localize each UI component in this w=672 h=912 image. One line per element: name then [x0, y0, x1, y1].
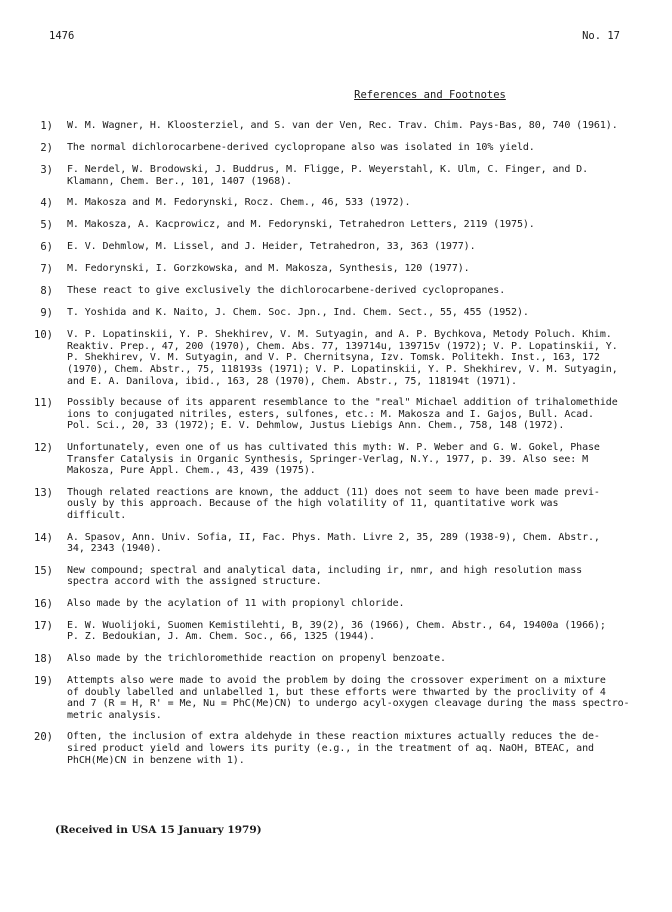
reference-item — [30, 532, 642, 555]
reference-text: A. Spasov, Ann. Univ. Sofia, II, Fac. Phys. Math. Livre 2, 35, 289 (1938-9), Chem. Abstr., 34, 2343 (1940). — [67, 531, 600, 555]
reference-number: 11) — [34, 397, 53, 410]
reference-number: 20) — [34, 731, 53, 744]
received-date: (Received in USA 15 January 1979) — [55, 824, 262, 836]
reference-number: 16) — [34, 597, 53, 610]
reference-number: 6) — [40, 241, 53, 254]
reference-text: Also made by the trichloromethide reaction on propenyl benzoate. — [67, 653, 446, 665]
reference-item — [30, 219, 642, 231]
reference-number: 7) — [40, 263, 53, 276]
reference-text: E. W. Wuolijoki, Suomen Kemistilehti, B, 39(2), 36 (1966), Chem. Abstr., 64, 19400a (1966); P. Z. Bedoukian, J. Am. Chem. Soc., 66, 1325 (1944). — [67, 619, 606, 643]
reference-text: M. Fedorynski, I. Gorzkowska, and M. Makosza, Synthesis, 120 (1977). — [67, 263, 470, 275]
reference-number: 17) — [34, 619, 53, 632]
reference-number: 18) — [34, 653, 53, 666]
reference-item — [30, 263, 642, 275]
reference-number: 14) — [34, 531, 53, 544]
reference-item — [30, 653, 642, 665]
reference-number: 13) — [34, 486, 53, 499]
reference-text: New compound; spectral and analytical data, including ir, nmr, and high resolution mass spectra accord with the assigned structure. — [67, 564, 583, 588]
reference-number: 9) — [40, 307, 53, 320]
reference-item — [30, 285, 642, 297]
reference-number: 15) — [34, 564, 53, 577]
reference-number: 5) — [40, 219, 53, 232]
reference-text: Unfortunately, even one of us has cultivated this myth: W. P. Weber and G. W. Gokel, Phase Transfer Catalysis in Organic Synthesis, Springer-Verlag, N.Y., 1977, p. 39. Also see: M Makosza, Pure Appl. Chem., 43, 439 (1975). — [67, 441, 600, 477]
reference-number: 2) — [40, 142, 53, 154]
reference-text: Often, the inclusion of extra aldehyde in these reaction mixtures actually reduces the de- sired product yield and lowers its purity (e.g., in the treatment of aq. NaOH, BTEAC, and PhCH(Me)CN in benzene with 1). — [67, 731, 600, 766]
reference-text: Though related reactions are known, the adduct (11) does not seem to have been made previ- ously by this approach. Because of the high volatility of 11, quantitative work was difficult. — [67, 486, 600, 521]
reference-text: M. Makosza, A. Kacprowicz, and M. Fedorynski, Tetrahedron Letters, 2119 (1975). — [67, 219, 535, 231]
reference-item — [30, 565, 642, 588]
reference-text: Also made by the acylation of 11 with propionyl chloride. — [67, 597, 405, 609]
reference-text: The normal dichlorocarbene-derived cyclopropane also was isolated in 10% yield. — [67, 142, 535, 153]
reference-item — [30, 197, 642, 209]
reference-item — [30, 241, 642, 253]
reference-item — [30, 164, 642, 187]
reference-list — [30, 120, 642, 776]
reference-text: V. P. Lopatinskii, Y. P. Shekhirev, V. M. Sutyagin, and A. P. Bychkova, Metody Poluch. Khim. Reaktiv. Prep., 47, 200 (1970), Chem. Abs. 77, 139714u, 139715v (1972); V. P. Lopatinskii, Y. P. Shekhirev, V. M. Sutyagin, and V. P. Chernitsyna, Izv. Tomsk. Politekh. Inst., 163, 172 (1970), Chem. Abstr., 75, 118193s (1971); V. P. Lopatinskii, Y. P. Shekhirev, V. M. Sutyagin, and E. A. Danilova, ibid., 163, 28 (1970), Chem. Abstr., 75, 118194t (1971). — [67, 329, 618, 387]
reference-number: 3) — [40, 164, 53, 176]
reference-text: M. Makosza and M. Fedorynski, Rocz. Chem., 46, 533 (1972). — [67, 197, 411, 209]
reference-item — [30, 675, 642, 721]
issue-number: No. 17 — [582, 30, 620, 42]
section-heading-text: References and Footnotes — [354, 89, 506, 101]
reference-item — [30, 620, 642, 643]
reference-text: Attempts also were made to avoid the problem by doing the crossover experiment on a mixture of doubly labelled and unlabelled 1, but these efforts were thwarted by the proclivity of 4 and 7 (R = H, R' = Me, Nu = PhC(Me)CN) to undergo acyl-oxygen cleavage during the mass spectro- metric analysis. — [67, 675, 630, 721]
reference-item — [30, 731, 642, 766]
reference-item — [30, 120, 642, 132]
reference-number: 19) — [34, 675, 53, 688]
reference-text: F. Nerdel, W. Brodowski, J. Buddrus, M. Fligge, P. Weyerstahl, K. Ulm, C. Finger, and D. Klamann, Chem. Ber., 101, 1407 (1968). — [67, 164, 589, 187]
reference-item — [30, 307, 642, 319]
reference-number: 10) — [34, 329, 53, 342]
reference-text: Possibly because of its apparent resemblance to the "real" Michael addition of trihalomethide ions to conjugated nitriles, esters, sulfones, etc.: M. Makosza and I. Gajos, Bull. Acad. Pol. Sci., 20, 33 (1972); E. V. Dehmlow, Justus Liebigs Ann. Chem., 758, 148 (1972). — [67, 397, 618, 432]
reference-item — [30, 442, 642, 477]
reference-item — [30, 329, 642, 387]
reference-text: E. V. Dehmlow, M. Lissel, and J. Heider, Tetrahedron, 33, 363 (1977). — [67, 241, 476, 253]
reference-text: These react to give exclusively the dichlorocarbene-derived cyclopropanes. — [67, 285, 506, 297]
section-heading — [0, 89, 672, 101]
page-number: 1476 — [49, 30, 75, 42]
reference-number: 12) — [34, 441, 53, 454]
reference-text: T. Yoshida and K. Naito, J. Chem. Soc. Jpn., Ind. Chem. Sect., 55, 455 (1952). — [67, 307, 529, 319]
reference-item — [30, 487, 642, 522]
reference-item — [30, 598, 642, 610]
reference-item — [30, 397, 642, 432]
reference-item — [30, 142, 642, 154]
reference-text: W. M. Wagner, H. Kloosterziel, and S. van der Ven, Rec. Trav. Chim. Pays-Bas, 80, 740 (1961). — [67, 120, 618, 131]
reference-number: 8) — [40, 285, 53, 298]
reference-number: 4) — [40, 197, 53, 210]
reference-number: 1) — [40, 120, 53, 132]
